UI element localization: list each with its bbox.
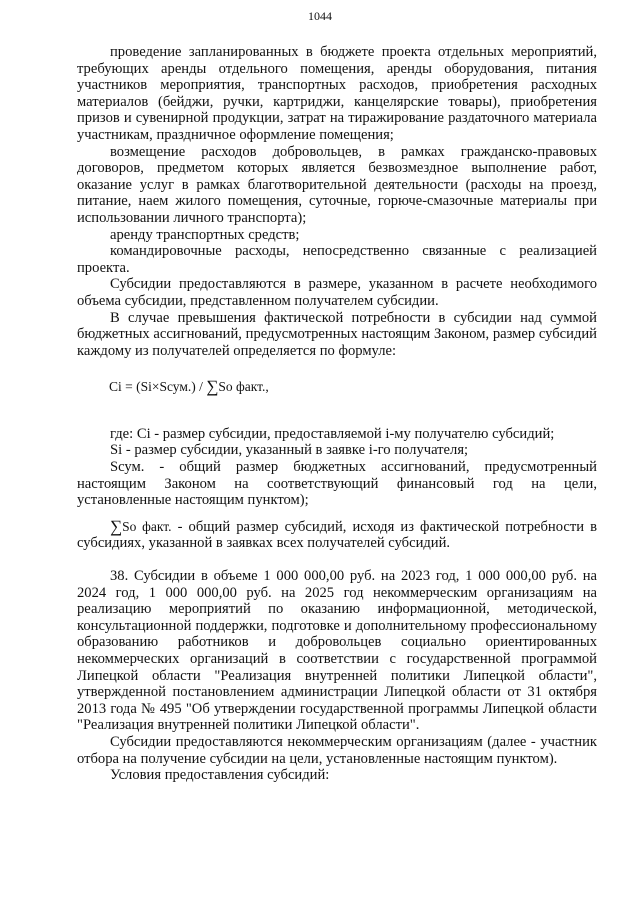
definition-ci: где: Ci - размер субсидии, предоставляемой i-му получателю субсидий;	[110, 425, 555, 442]
subsidy-formula	[109, 379, 597, 396]
definition-ssum-line1: Sсум. - общий размер бюджетных ассигнований, предусмотренный	[110, 459, 597, 476]
section-gap	[77, 552, 597, 568]
definition-si: Si - размер субсидии, указанный в заявке i-го получателя;	[110, 442, 469, 459]
sum-symbol: ∑	[110, 516, 123, 536]
sum-symbol: ∑	[206, 377, 219, 397]
section-38-conditions-heading: Условия предоставления субсидий:	[110, 767, 330, 784]
definition-ssum-line3: установленные настоящим пунктом);	[77, 492, 309, 509]
definition-so	[77, 516, 597, 552]
page-number: 1044	[308, 9, 332, 23]
so-term: So факт.	[122, 518, 172, 534]
paragraph-excess-demand: В случае превышения фактической потребности в субсидии над суммой бюджетных ассигнований, предусмотренных настоящим Законом, размер субсидий каждому из получателей определяется по формуле:	[77, 309, 597, 359]
section-38-paragraph: 38. Субсидии в объеме 1 000 000,00 руб. на 2023 год, 1 000 000,00 руб. на 2024 год, 1 000 000,00 руб. на 2025 год некоммерческим организациям на реализацию мероприятий по оказанию информационной, методической, консультационной поддержки, подготовке и дополнительному профессиональному образованию работников и добровольцев социально ориентированных некоммерческих организаций в соответствии с государственной программой Липецкой области "Реализация внутренней политики Липецкой области", утвержденной постановлением администрации Липецкой области от 31 октября 2013 года № 495 "Об утверждении государственной программы Липецкой области "Реализация внутренней политики Липецкой области".	[77, 568, 597, 734]
definition-so-text: - общий размер субсидий, исходя из фактической потребности в субсидиях, указанной в заявках всех получателей субсидий.	[77, 518, 597, 552]
definition-ssum-line2: настоящим Законом на соответствующий финансовый год на цели,	[77, 475, 597, 492]
list-item-transport-rent: аренду транспортных средств;	[110, 226, 300, 243]
formula-rhs: So факт.,	[218, 379, 269, 395]
list-item-events: проведение запланированных в бюджете проекта отдельных мероприятий, требующих аренды отдельного помещения, аренды оборудования, питания участников мероприятия, транспортных расходов, приобретения расходных материалов (бейджи, ручки, картриджи, канцелярские товары), приобретения призов и сувенирной продукции, затрат на тиражирование раздаточного материала участникам, праздничное оформление помещения;	[77, 44, 597, 143]
document-body	[77, 44, 597, 784]
list-item-volunteers: возмещение расходов добровольцев, в рамках гражданско-правовых договоров, предметом которых является безвозмездное выполнение работ, оказание услуг в рамках благотворительной деятельности (расходы на проезд, питание, наем жилого помещения, суточные, горюче-смазочные материалы при использовании личного транспорта);	[77, 143, 597, 226]
section-38-recipients: Субсидии предоставляются некоммерческим организациям (далее - участник отбора на получение субсидии на цели, установленные настоящим пунктом).	[77, 733, 597, 767]
list-item-travel-expenses: командировочные расходы, непосредственно связанные с реализацией проекта.	[77, 243, 597, 276]
paragraph-subsidy-amount: Субсидии предоставляются в размере, указанном в расчете необходимого объема субсидии, представленном получателем субсидии.	[77, 276, 597, 309]
formula-lhs: Ci = (Si×Sсум.) /	[109, 379, 207, 395]
